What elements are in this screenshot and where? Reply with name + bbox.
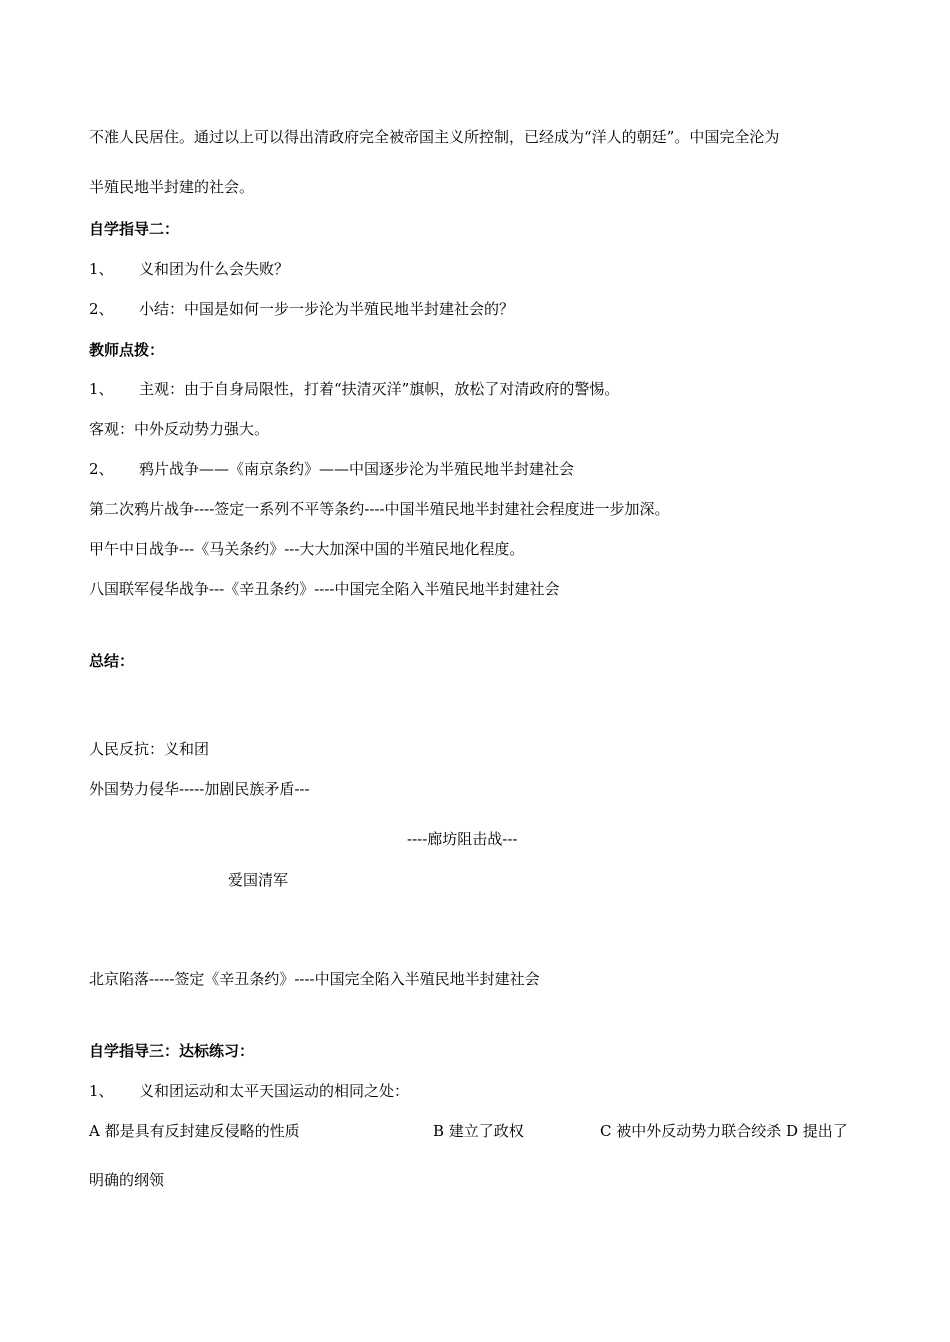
option-d-continued: 明确的纲领 <box>89 1171 165 1189</box>
summary-langfang: ----廊坊阻击战--- <box>407 830 518 848</box>
teacher-heading: 教师点拨： <box>89 341 165 359</box>
summary-heading: 总结： <box>89 652 135 670</box>
teacher-objective: 客观：中外反动势力强大。 <box>89 420 270 438</box>
guide3-question <box>89 1081 409 1101</box>
second-opium-war-line: 第二次鸦片战争----签定一系列不平等条约----中国半殖民地半封建社会程度进一步加深。 <box>89 500 670 518</box>
item-text: 鸦片战争——《南京条约》——中国逐步沦为半殖民地半封建社会 <box>139 460 575 478</box>
guide2-heading: 自学指导二： <box>89 220 180 238</box>
item-number: 1、 <box>89 260 114 278</box>
guide2-item-2 <box>89 299 514 319</box>
paragraph-line-2: 半殖民地半封建的社会。 <box>89 178 255 196</box>
item-number: 1、 <box>89 380 114 398</box>
sino-japanese-war-line: 甲午中日战争---《马关条约》---大大加深中国的半殖民地化程度。 <box>89 540 525 558</box>
item-number: 1、 <box>89 1082 114 1100</box>
teacher-item-2 <box>89 459 574 479</box>
guide3-heading: 自学指导三：达标练习： <box>89 1042 255 1060</box>
item-text: 主观：由于自身局限性，打着“扶清灭洋”旗帜，放松了对清政府的警惕。 <box>139 380 620 398</box>
summary-foreign: 外国势力侵华-----加剧民族矛盾--- <box>89 780 310 798</box>
summary-beijing: 北京陷落-----签定《辛丑条约》----中国完全陷入半殖民地半封建社会 <box>89 970 540 988</box>
item-text: 义和团运动和太平天国运动的相同之处： <box>139 1082 410 1100</box>
item-number: 2、 <box>89 300 114 318</box>
option-a: A 都是具有反封建反侵略的性质 <box>89 1122 300 1140</box>
item-text: 义和团为什么会失败？ <box>139 260 290 278</box>
teacher-item-1 <box>89 379 619 399</box>
option-c-d: C 被中外反动势力联合绞杀 D 提出了 <box>600 1122 848 1140</box>
item-number: 2、 <box>89 460 114 478</box>
option-b: B 建立了政权 <box>433 1122 524 1140</box>
item-text: 小结：中国是如何一步一步沦为半殖民地半封建社会的？ <box>139 300 515 318</box>
eight-nation-line: 八国联军侵华战争---《辛丑条约》----中国完全陷入半殖民地半封建社会 <box>89 580 560 598</box>
paragraph-line-1: 不准人民居住。通过以上可以得出清政府完全被帝国主义所控制，已经成为“洋人的朝廷”。中国完全沦为 <box>89 128 780 146</box>
summary-people: 人民反抗：义和团 <box>89 740 210 758</box>
guide2-item-1 <box>89 259 289 279</box>
summary-patriotic: 爱国清军 <box>228 871 289 889</box>
